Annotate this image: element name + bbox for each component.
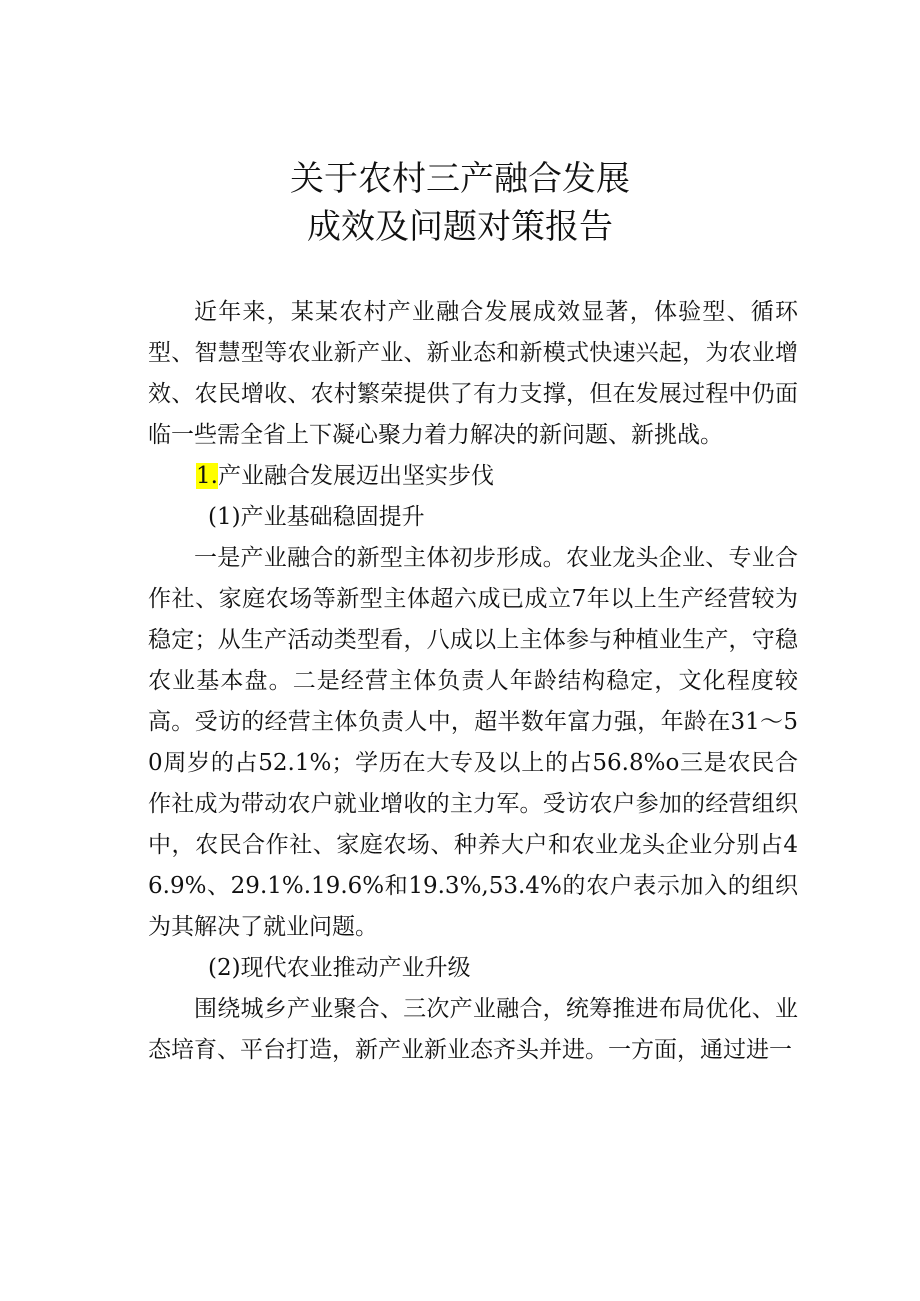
section-heading-text: 产业融合发展迈出坚实步伐 [217,463,494,489]
section-number-highlight: 1. [196,463,218,489]
subsection-heading-2: (2)现代农业推动产业升级 [208,955,471,981]
document-body [148,292,798,1071]
intro-paragraph: 近年来，某某农村产业融合发展成效显著，体验型、循环型、智慧型等农业新产业、新业态和新模式快速兴起，为农业增效、农民增收、农村繁荣提供了有力支撑，但在发展过程中仍面临一些需全省上下凝心聚力着力解决的新问题、新挑战。 [148,299,798,448]
subsection-heading-1: (1)产业基础稳固提升 [208,504,425,530]
subsection-1-paragraph: 一是产业融合的新型主体初步形成。农业龙头企业、专业合作社、家庭农场等新型主体超六成已成立7年以上生产经营较为稳定；从生产活动类型看，八成以上主体参与种植业生产，守稳农业基本盘。二是经营主体负责人年龄结构稳定，文化程度较高。受访的经营主体负责人中，超半数年富力强，年龄在31～50周岁的占52.1%；学历在大专及以上的占56.8%o三是农民合作社成为带动农户就业增收的主力军。受访农户参加的经营组织中，农民合作社、家庭农场、种养大户和农业龙头企业分别占46.9%、29.1%.19.6%和19.3%,53.4%的农户表示加入的组织为其解决了就业问题。 [148,545,798,940]
subsection-2-paragraph: 围绕城乡产业聚合、三次产业融合，统筹推进布局优化、业态培育、平台打造，新产业新业态齐头并进。一方面，通过进一 [148,996,798,1063]
document-title-line1: 关于农村三产融合发展 [290,159,630,199]
document-title-line2: 成效及问题对策报告 [307,207,613,247]
section-heading-1 [148,456,798,497]
